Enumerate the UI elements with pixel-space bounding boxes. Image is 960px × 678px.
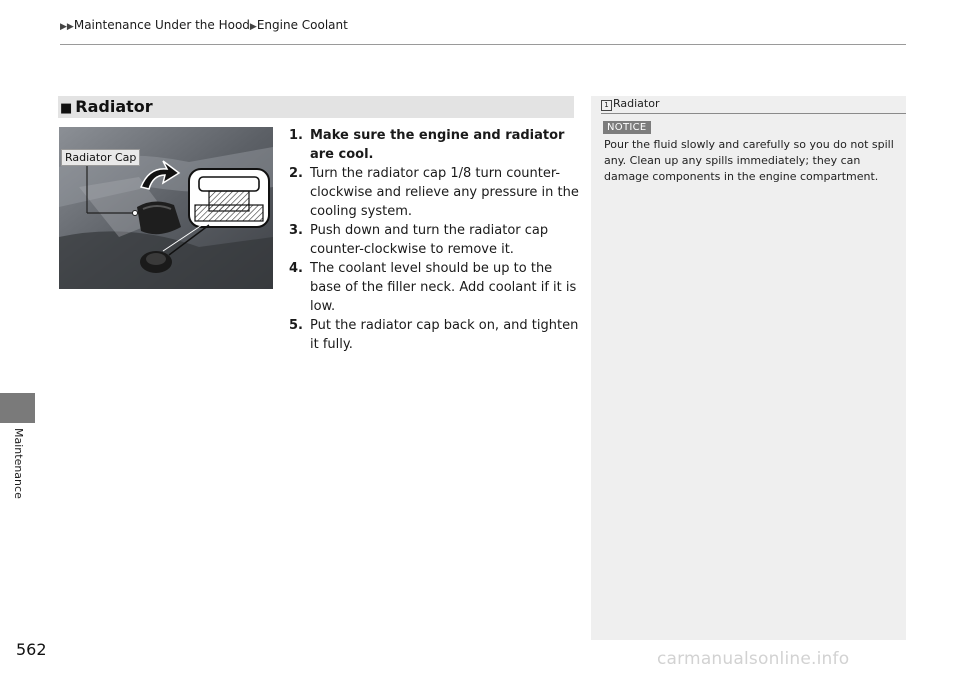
step-text: The coolant level should be up to the base of the filler neck. Add coolant if it is low. — [310, 261, 577, 314]
step-text: Turn the radiator cap 1/8 turn counter-clockwise and relieve any pressure in the cooling system. — [310, 166, 579, 219]
step-item — [289, 221, 579, 259]
breadcrumb-item[interactable]: Engine Coolant — [256, 18, 348, 32]
step-item — [289, 126, 579, 164]
breadcrumb-item[interactable]: Maintenance Under the Hood — [73, 18, 250, 32]
step-item — [289, 164, 579, 221]
breadcrumb-arrow-icon: ▶ — [249, 22, 257, 32]
breadcrumb — [60, 18, 348, 32]
procedure-steps — [289, 126, 579, 354]
sidebar-divider — [601, 113, 906, 114]
watermark: carmanualsonline.info — [657, 649, 850, 669]
step-number: 2. — [289, 166, 303, 181]
header-divider — [60, 44, 906, 45]
chapter-tab-label: Maintenance — [12, 428, 25, 499]
breadcrumb-arrow-icon: ▶ — [66, 22, 74, 32]
step-number: 4. — [289, 261, 303, 276]
notice-badge: NOTICE — [603, 121, 651, 134]
step-text: Push down and turn the radiator cap counter-clockwise to remove it. — [310, 223, 549, 257]
step-item — [289, 316, 579, 354]
chapter-tab[interactable] — [0, 393, 35, 423]
section-title: Radiator — [75, 97, 153, 116]
page-number: 562 — [16, 640, 47, 659]
section-heading — [58, 96, 574, 118]
sidebar-title: Radiator — [613, 97, 660, 110]
step-number: 3. — [289, 223, 303, 238]
radiator-cap-callout: Radiator Cap — [61, 149, 140, 166]
breadcrumb-arrow-icon: ▶ — [60, 22, 67, 32]
section-marker-icon: ■ — [60, 101, 73, 116]
step-text: Put the radiator cap back on, and tighten it fully. — [310, 318, 579, 352]
notice-text: Pour the fluid slowly and carefully so you do not spill any. Clean up any spills immediately; they can damage components in the engine compartment. — [604, 138, 894, 183]
sidebar-heading[interactable] — [601, 97, 660, 111]
step-item — [289, 259, 579, 316]
step-number: 1. — [289, 128, 303, 143]
step-number: 5. — [289, 318, 303, 333]
reference-icon: 1 — [601, 100, 612, 111]
step-text: Make sure the engine and radiator are cool. — [310, 128, 565, 162]
